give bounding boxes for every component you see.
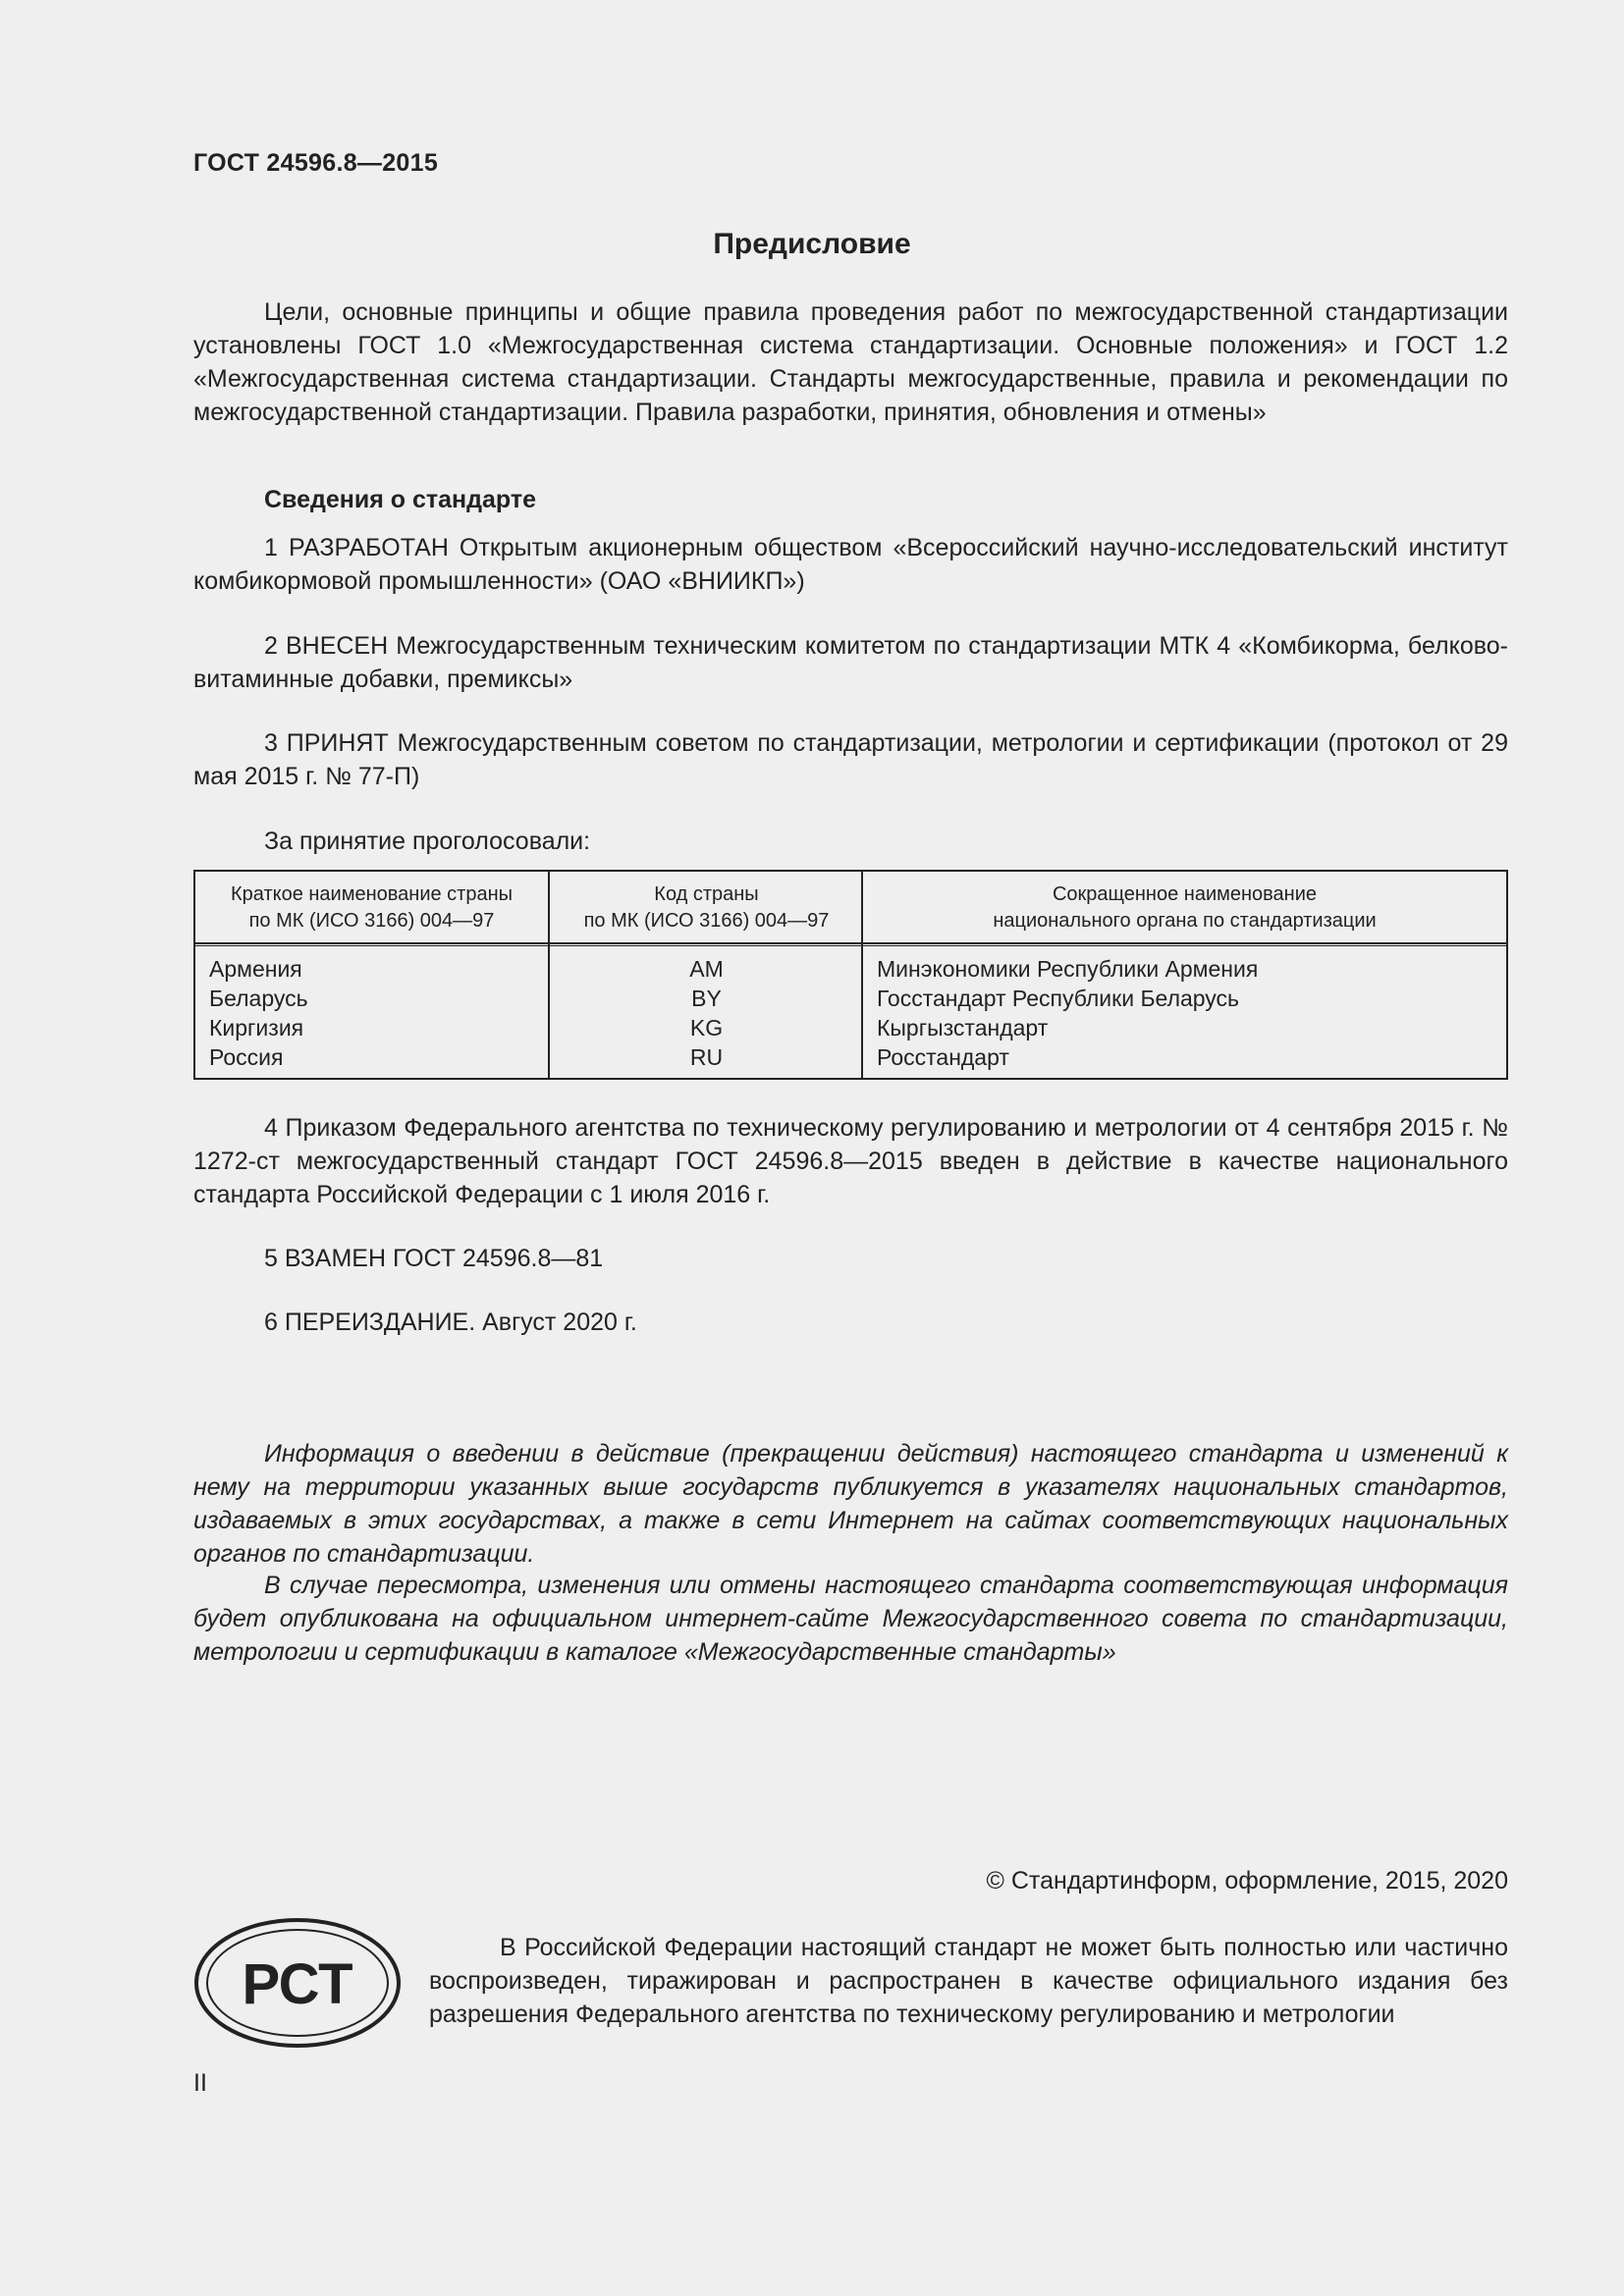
intro-paragraph: Цели, основные принципы и общие правила проведения работ по межгосударственной стандартизации установлены ГОСТ 1.0 «Межгосударственная система стандартизации. Основные положения» и ГОСТ 1.2 «Межгосударственная система стандартизации. Стандарты межгосударственные, правила и рекомендации по межгосударственной стандартизации. Правила разработки, принятия, обновления и отмены» [193, 298, 1508, 426]
item-6-reissue: 6 ПЕРЕИЗДАНИЕ. Август 2020 г. [264, 1308, 637, 1336]
copyright-notice: В Российской Федерации настоящий стандарт не может быть полностью или частично воспроизведен, тиражирован и распространен в качестве официального издания без разрешения Федерального агентства по техническому регулированию и метрологии [429, 1934, 1508, 2028]
page-number: II [193, 2069, 207, 2097]
italic-info-paragraph: Информация о введении в действие (прекращении действия) настоящего стандарта и изменений к нему на территории указанных выше государств публикуется в указателях национальных стандартов, издаваемых в этих государствах, а также в сети Интернет на сайтах соответствующих национальных органов по стандартизации. [193, 1440, 1508, 1568]
table-column-code [548, 872, 863, 1078]
item-5-replaces: 5 ВЗАМЕН ГОСТ 24596.8—81 [264, 1245, 604, 1272]
table-header-country: Краткое наименование страны по МК (ИСО 3166) 004—97 [230, 883, 514, 932]
rst-logo-icon [193, 1917, 402, 2049]
table-header-body: Сокращенное наименование национального органа по стандартизации [993, 883, 1377, 932]
table-cells-code: AM BY KG RU [689, 956, 724, 1070]
item-2-submitted: 2 ВНЕСЕН Межгосударственным техническим комитетом по стандартизации МТК 4 «Комбикорма, белково-витаминные добавки, премиксы» [193, 632, 1508, 693]
item-1-developed: 1 РАЗРАБОТАН Открытым акционерным обществом «Всероссийский научно-исследовательский институт комбикормовой промышленности» (ОАО «ВНИИКП») [193, 534, 1508, 595]
info-heading: Сведения о стандарте [264, 486, 537, 513]
voting-table [193, 870, 1508, 1080]
document-header: ГОСТ 24596.8—2015 [193, 149, 439, 177]
copyright-line: © Стандартинформ, оформление, 2015, 2020 [986, 1867, 1508, 1895]
voted-label: За принятие проголосовали: [264, 828, 591, 855]
table-cells-body: Минэкономики Республики Армения Госстандарт Республики Беларусь Кыргызстандарт Росстандарт [877, 956, 1259, 1070]
page-title: Предисловие [713, 228, 911, 260]
table-column-country [195, 872, 548, 1078]
logo-lettering: РСТ [242, 1952, 353, 2016]
item-4-order: 4 Приказом Федерального агентства по техническому регулированию и метрологии от 4 сентября 2015 г. № 1272-ст межгосударственный стандарт ГОСТ 24596.8—2015 введен в действие в качестве национального стандарта Российской Федерации с 1 июля 2016 г. [193, 1114, 1508, 1208]
italic-revision-paragraph: В случае пересмотра, изменения или отмены настоящего стандарта соответствующая информация будет опубликована на официальном интернет-сайте Межгосударственного совета по стандартизации, метрологии и сертификации в каталоге «Межгосударственные стандарты» [193, 1572, 1508, 1666]
item-3-adopted: 3 ПРИНЯТ Межгосударственным советом по стандартизации, метрологии и сертификации (протокол от 29 мая 2015 г. № 77-П) [193, 729, 1508, 790]
table-cells-country: Армения Беларусь Киргизия Россия [209, 956, 308, 1070]
table-column-body [861, 872, 1506, 1078]
table-header-code: Код страны по МК (ИСО 3166) 004—97 [583, 883, 830, 932]
